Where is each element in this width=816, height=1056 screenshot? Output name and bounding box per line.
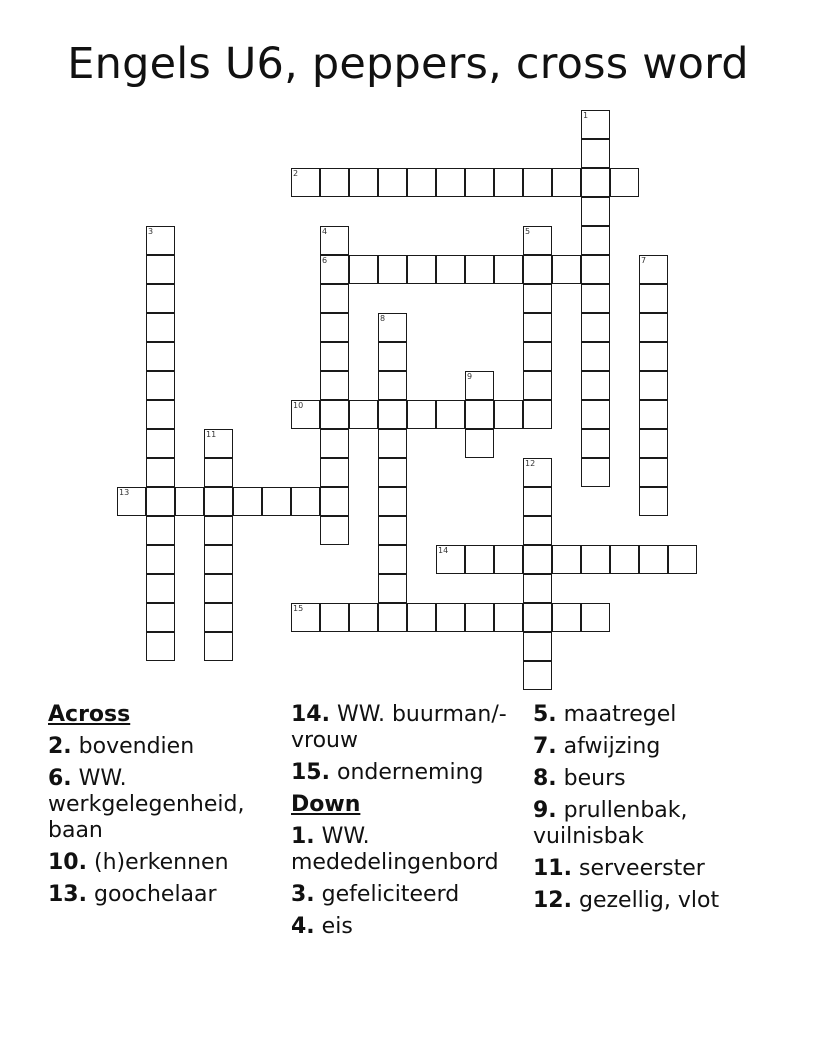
grid-cell[interactable] [349, 603, 378, 632]
grid-cell[interactable] [639, 458, 668, 487]
clue-number-label: 4 [322, 227, 328, 236]
grid-cell[interactable] [581, 110, 610, 139]
grid-cell[interactable] [494, 545, 523, 574]
grid-cell[interactable] [262, 487, 291, 516]
clue-number: 13. [48, 882, 87, 907]
grid-cell[interactable] [639, 429, 668, 458]
across-heading: Across [48, 702, 131, 727]
grid-cell[interactable] [523, 313, 552, 342]
clue-text: prullenbak, vuilnisbak [533, 798, 688, 849]
grid-cell[interactable] [465, 255, 494, 284]
grid-cell[interactable] [320, 458, 349, 487]
grid-cell[interactable] [291, 487, 320, 516]
grid-cell[interactable] [581, 139, 610, 168]
clue-number: 12. [533, 888, 572, 913]
grid-cell[interactable] [523, 226, 552, 255]
grid-cell[interactable] [581, 197, 610, 226]
clue-number: 11. [533, 856, 572, 881]
clues-column-1 [48, 702, 288, 914]
clue-number-label: 10 [293, 401, 304, 410]
grid-cell[interactable] [639, 284, 668, 313]
grid-cell[interactable] [465, 545, 494, 574]
clue-number-label: 13 [119, 488, 130, 497]
clue-number-label: 6 [322, 256, 328, 265]
grid-cell[interactable] [523, 342, 552, 371]
grid-cell[interactable] [378, 545, 407, 574]
grid-cell[interactable] [581, 371, 610, 400]
clue-text: onderneming [336, 760, 484, 785]
grid-cell[interactable] [581, 400, 610, 429]
grid-cell[interactable] [349, 168, 378, 197]
grid-cell[interactable] [639, 255, 668, 284]
grid-cell[interactable] [523, 487, 552, 516]
grid-cell[interactable] [378, 255, 407, 284]
grid-cell[interactable] [117, 487, 146, 516]
grid-cell[interactable] [291, 400, 320, 429]
grid-cell[interactable] [639, 342, 668, 371]
grid-cell[interactable] [610, 545, 639, 574]
clue-number: 2. [48, 734, 72, 759]
clue-text: WW. mededelingenbord [291, 824, 499, 875]
grid-cell[interactable] [146, 429, 175, 458]
grid-cell[interactable] [146, 400, 175, 429]
grid-cell[interactable] [146, 284, 175, 313]
grid-cell[interactable] [581, 168, 610, 197]
clue-number-label: 1 [583, 111, 589, 120]
grid-cell[interactable] [523, 168, 552, 197]
grid-cell[interactable] [436, 545, 465, 574]
grid-cell[interactable] [378, 458, 407, 487]
clue-number: 7. [533, 734, 557, 759]
grid-cell[interactable] [407, 168, 436, 197]
grid-cell[interactable] [378, 603, 407, 632]
grid-cell[interactable] [523, 516, 552, 545]
grid-cell[interactable] [320, 429, 349, 458]
clues-column-3 [533, 702, 773, 920]
grid-cell[interactable] [146, 487, 175, 516]
clue-down-1 [291, 824, 531, 876]
clue-text: gefeliciteerd [321, 882, 460, 907]
clue-text: gezellig, vlot [578, 888, 720, 913]
grid-cell[interactable] [175, 487, 204, 516]
grid-cell[interactable] [668, 545, 697, 574]
grid-cell[interactable] [581, 429, 610, 458]
grid-cell[interactable] [581, 284, 610, 313]
clue-number-label: 15 [293, 604, 304, 613]
clue-number-label: 2 [293, 169, 299, 178]
grid-cell[interactable] [146, 226, 175, 255]
grid-cell[interactable] [465, 371, 494, 400]
clue-text: WW. buurman/-vrouw [291, 702, 507, 753]
grid-cell[interactable] [407, 255, 436, 284]
grid-cell[interactable] [146, 342, 175, 371]
grid-cell[interactable] [349, 255, 378, 284]
grid-cell[interactable] [523, 661, 552, 690]
grid-cell[interactable] [436, 255, 465, 284]
clue-across-10 [48, 850, 288, 876]
grid-cell[interactable] [494, 168, 523, 197]
grid-cell[interactable] [320, 371, 349, 400]
grid-cell[interactable] [523, 632, 552, 661]
clue-number: 3. [291, 882, 315, 907]
grid-cell[interactable] [523, 545, 552, 574]
grid-cell[interactable] [146, 632, 175, 661]
grid-cell[interactable] [233, 487, 262, 516]
clue-across-2 [48, 734, 288, 760]
grid-cell[interactable] [523, 371, 552, 400]
clues-column-2 [291, 702, 531, 946]
grid-cell[interactable] [204, 545, 233, 574]
grid-cell[interactable] [581, 313, 610, 342]
grid-cell[interactable] [639, 400, 668, 429]
clue-text: beurs [563, 766, 626, 791]
grid-cell[interactable] [436, 400, 465, 429]
grid-cell[interactable] [146, 603, 175, 632]
clue-number-label: 14 [438, 546, 449, 555]
clue-across-13 [48, 882, 288, 908]
grid-cell[interactable] [204, 574, 233, 603]
clue-number-label: 12 [525, 459, 536, 468]
grid-cell[interactable] [581, 342, 610, 371]
grid-cell[interactable] [320, 603, 349, 632]
clue-number: 8. [533, 766, 557, 791]
grid-cell[interactable] [639, 545, 668, 574]
clue-text: WW. werkgelegenheid, baan [48, 766, 245, 843]
grid-cell[interactable] [523, 284, 552, 313]
crossword-grid [117, 110, 717, 710]
grid-cell[interactable] [146, 313, 175, 342]
clue-number-label: 9 [467, 372, 473, 381]
grid-cell[interactable] [378, 342, 407, 371]
grid-cell[interactable] [523, 400, 552, 429]
grid-cell[interactable] [581, 458, 610, 487]
grid-cell[interactable] [320, 400, 349, 429]
clue-down-8 [533, 766, 773, 792]
clue-number-label: 5 [525, 227, 531, 236]
grid-cell[interactable] [378, 371, 407, 400]
grid-cell[interactable] [320, 342, 349, 371]
clue-text: eis [321, 914, 353, 939]
grid-cell[interactable] [291, 168, 320, 197]
grid-cell[interactable] [378, 168, 407, 197]
clue-down-11 [533, 856, 773, 882]
grid-cell[interactable] [407, 603, 436, 632]
page-title: Engels U6, peppers, cross word [67, 39, 749, 89]
grid-cell[interactable] [581, 226, 610, 255]
grid-cell[interactable] [320, 313, 349, 342]
grid-cell[interactable] [523, 603, 552, 632]
clue-text: (h)erkennen [93, 850, 229, 875]
clue-text: serveerster [578, 856, 705, 881]
down-heading: Down [291, 792, 361, 817]
clue-number: 4. [291, 914, 315, 939]
grid-cell[interactable] [204, 516, 233, 545]
clue-across-15 [291, 760, 531, 786]
grid-cell[interactable] [204, 429, 233, 458]
grid-cell[interactable] [378, 574, 407, 603]
grid-cell[interactable] [146, 545, 175, 574]
clue-down-12 [533, 888, 773, 914]
clue-down-3 [291, 882, 531, 908]
clue-number: 6. [48, 766, 72, 791]
grid-cell[interactable] [581, 255, 610, 284]
grid-cell[interactable] [610, 168, 639, 197]
grid-cell[interactable] [465, 168, 494, 197]
clue-number-label: 8 [380, 314, 386, 323]
grid-cell[interactable] [146, 574, 175, 603]
grid-cell[interactable] [204, 487, 233, 516]
grid-cell[interactable] [204, 458, 233, 487]
grid-cell[interactable] [523, 574, 552, 603]
grid-cell[interactable] [552, 545, 581, 574]
grid-cell[interactable] [291, 603, 320, 632]
clue-down-7 [533, 734, 773, 760]
clue-number-label: 3 [148, 227, 154, 236]
grid-cell[interactable] [378, 516, 407, 545]
grid-cell[interactable] [320, 226, 349, 255]
grid-cell[interactable] [494, 603, 523, 632]
clue-text: goochelaar [93, 882, 217, 907]
grid-cell[interactable] [320, 487, 349, 516]
clue-text: bovendien [78, 734, 195, 759]
grid-cell[interactable] [639, 487, 668, 516]
clue-number: 15. [291, 760, 330, 785]
clue-number: 5. [533, 702, 557, 727]
grid-cell[interactable] [349, 400, 378, 429]
grid-cell[interactable] [146, 255, 175, 284]
grid-cell[interactable] [494, 255, 523, 284]
grid-cell[interactable] [552, 168, 581, 197]
grid-cell[interactable] [146, 458, 175, 487]
clue-down-5 [533, 702, 773, 728]
grid-cell[interactable] [378, 400, 407, 429]
grid-cell[interactable] [204, 603, 233, 632]
grid-cell[interactable] [581, 545, 610, 574]
grid-cell[interactable] [378, 313, 407, 342]
grid-cell[interactable] [378, 429, 407, 458]
grid-cell[interactable] [378, 487, 407, 516]
grid-cell[interactable] [465, 400, 494, 429]
clue-number-label: 7 [641, 256, 647, 265]
grid-cell[interactable] [436, 603, 465, 632]
clue-number-label: 11 [206, 430, 217, 439]
clue-across-14 [291, 702, 531, 754]
grid-cell[interactable] [639, 371, 668, 400]
clue-number: 1. [291, 824, 315, 849]
grid-cell[interactable] [581, 603, 610, 632]
grid-cell[interactable] [639, 313, 668, 342]
grid-cell[interactable] [465, 603, 494, 632]
clue-number: 14. [291, 702, 330, 727]
grid-cell[interactable] [494, 400, 523, 429]
clue-down-4 [291, 914, 531, 940]
grid-cell[interactable] [146, 371, 175, 400]
grid-cell[interactable] [523, 255, 552, 284]
clue-number: 10. [48, 850, 87, 875]
clue-number: 9. [533, 798, 557, 823]
clue-across-6 [48, 766, 288, 844]
grid-cell[interactable] [465, 429, 494, 458]
clue-down-9 [533, 798, 773, 850]
grid-cell[interactable] [407, 400, 436, 429]
grid-cell[interactable] [320, 255, 349, 284]
clue-text: maatregel [563, 702, 677, 727]
grid-cell[interactable] [204, 632, 233, 661]
grid-cell[interactable] [523, 458, 552, 487]
grid-cell[interactable] [320, 516, 349, 545]
grid-cell[interactable] [320, 284, 349, 313]
grid-cell[interactable] [146, 516, 175, 545]
clue-text: afwijzing [563, 734, 661, 759]
grid-cell[interactable] [552, 603, 581, 632]
grid-cell[interactable] [320, 168, 349, 197]
grid-cell[interactable] [436, 168, 465, 197]
grid-cell[interactable] [552, 255, 581, 284]
